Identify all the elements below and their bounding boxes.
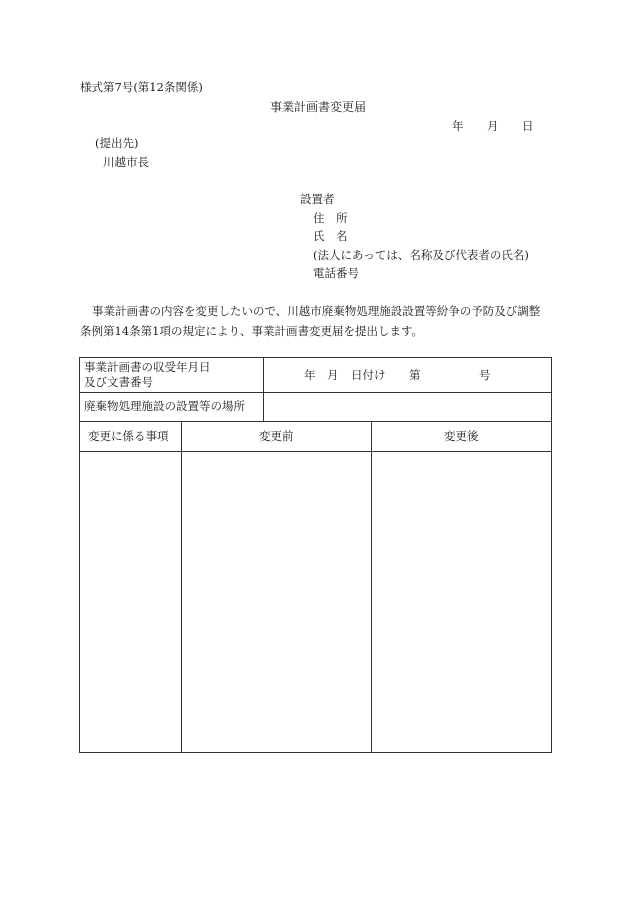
table-rule-1 bbox=[79, 392, 552, 393]
receipt-label-line1: 事業計画書の収受年月日 bbox=[84, 360, 211, 374]
change-item-cell[interactable] bbox=[80, 452, 181, 752]
table-rule-2 bbox=[79, 421, 552, 422]
recipient-name: 川越市長 bbox=[103, 155, 149, 169]
date-day: 日 bbox=[522, 119, 534, 133]
table-border-top bbox=[79, 357, 552, 358]
applicant-address-label: 住 所 bbox=[313, 211, 348, 225]
receipt-no-suffix: 号 bbox=[479, 368, 491, 382]
location-value[interactable] bbox=[270, 401, 545, 415]
receipt-dated: 日付け bbox=[351, 368, 386, 382]
applicant-phone-label: 電話番号 bbox=[313, 266, 359, 280]
date-month: 月 bbox=[487, 119, 499, 133]
receipt-label-line2: 及び文書番号 bbox=[84, 375, 153, 389]
receipt-month: 月 bbox=[327, 368, 339, 382]
header-after: 変更後 bbox=[444, 429, 479, 443]
applicant-heading: 設置者 bbox=[300, 192, 335, 206]
table-divider-label bbox=[263, 357, 264, 422]
receipt-year: 年 bbox=[304, 368, 316, 382]
document-title: 事業計画書変更届 bbox=[270, 100, 367, 114]
after-cell[interactable] bbox=[372, 452, 551, 752]
applicant-name-label: 氏 名 bbox=[313, 229, 348, 243]
header-before: 変更前 bbox=[259, 429, 294, 443]
before-cell[interactable] bbox=[182, 452, 371, 752]
body-line-1: 事業計画書の内容を変更したいので、川越市廃棄物処理施設設置等紛争の予防及び調整 bbox=[92, 304, 541, 318]
body-line-2: 条例第14条第1項の規定により、事業計画書変更届を提出します。 bbox=[80, 324, 424, 338]
table-border-right bbox=[551, 357, 552, 753]
location-label: 廃棄物処理施設の設置等の場所 bbox=[84, 399, 245, 413]
form-number: 様式第7号(第12条関係) bbox=[80, 80, 203, 94]
date-year: 年 bbox=[452, 119, 464, 133]
table-border-bottom bbox=[79, 752, 552, 753]
receipt-no-prefix: 第 bbox=[409, 368, 421, 382]
applicant-corporate-note: (法人にあっては、名称及び代表者の氏名) bbox=[313, 248, 529, 262]
header-change-item: 変更に係る事項 bbox=[88, 429, 169, 443]
recipient-label: (提出先) bbox=[95, 136, 139, 150]
